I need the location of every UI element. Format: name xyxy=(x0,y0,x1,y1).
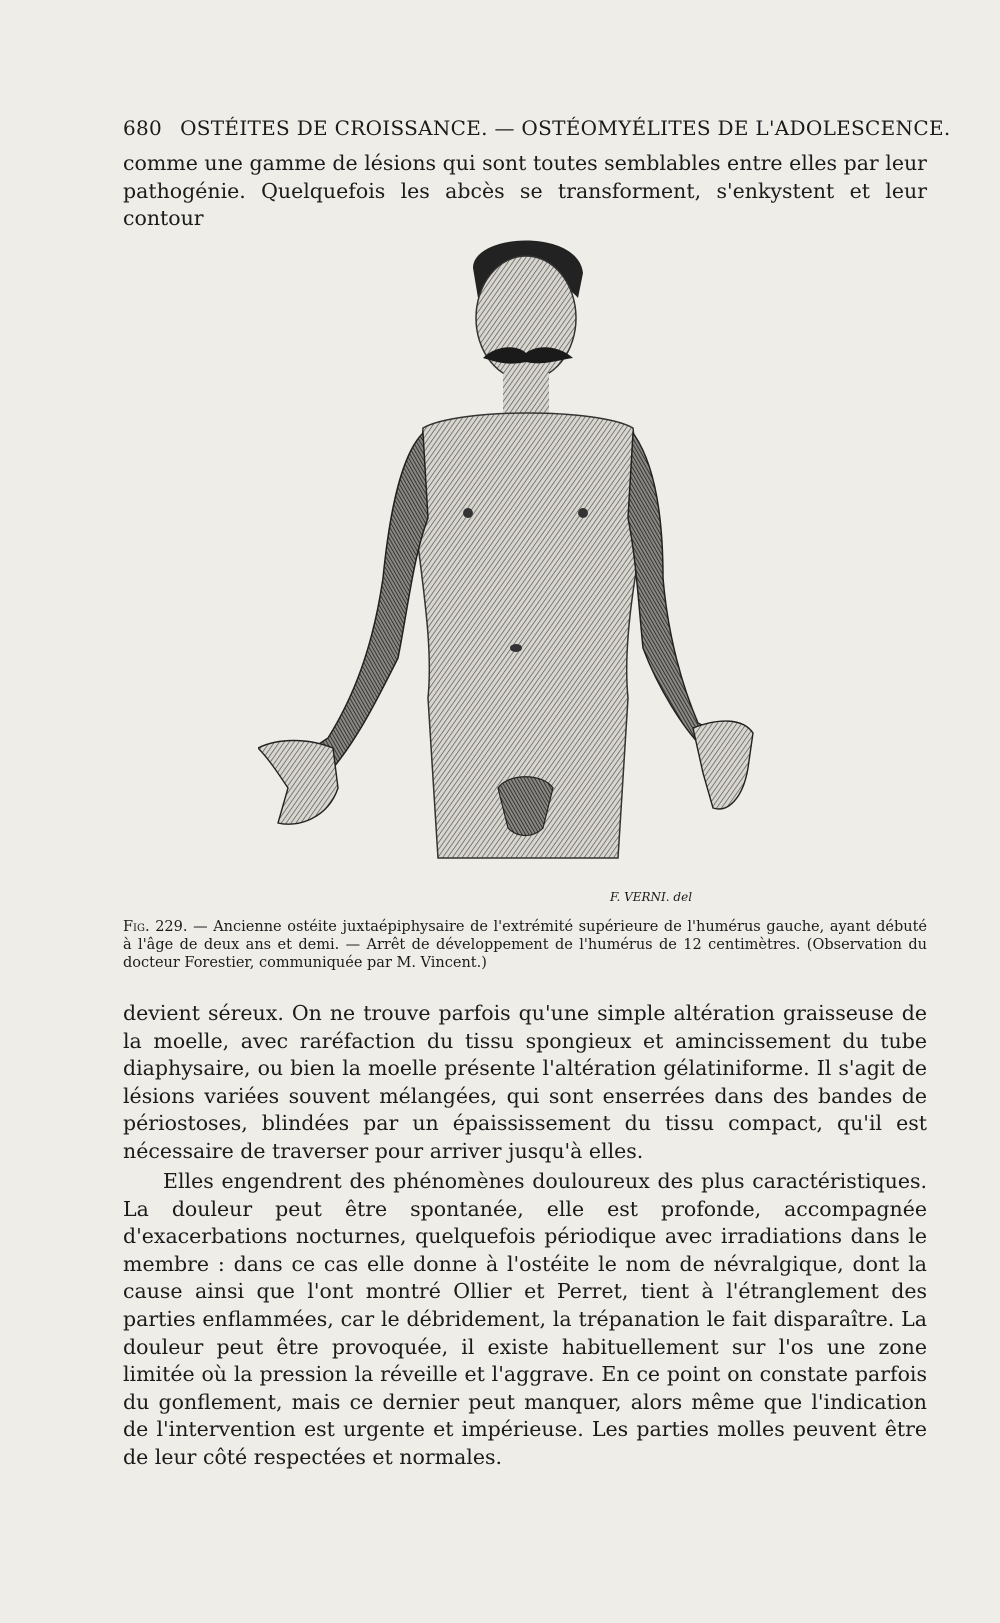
neck xyxy=(503,373,549,418)
right-hand xyxy=(258,741,338,825)
caption-text: — Ancienne ostéite juxtaépiphysaire de l'extrémité supérieure de l'humérus gauche, ayant débuté à l'âge de deux ans et demi. — Arrêt de développement de l'humérus de 12 centimètres. (Observation du docteur Forestier, communiquée par M. Vincent.) xyxy=(123,919,927,971)
paragraph-2: devient séreux. On ne trouve parfois qu'une simple altération graisseuse de la moelle, avec raréfaction du tissu spongieux et amincissement du tube diaphysaire, ou bien la moelle présente l'altération gélatiniforme. Il s'agit de lésions variées souvent mélangées, qui sont enserrées dans des bandes de périostoses, blindées par un épaississement du tissu compact, qu'il est nécessaire de traverser pour arriver jusqu'à elles. xyxy=(123,1001,927,1163)
engraver-signature: F. VERNI. del xyxy=(610,890,693,904)
paragraph-3: Elles engendrent des phénomènes douloureux des plus caractéristiques. La douleur peut être spontanée, elle est profonde, accompagnée d'exacerbations nocturnes, quelquefois périodique avec irradiations dans le membre : dans ce cas elle donne à l'ostéite le nom de névralgique, dont la cause ainsi que l'ont montré Ollier et Perret, tient à l'étranglement des parties enflammées, car le débridement, la trépanation le fait disparaître. La douleur peut être provoquée, il existe habituellement sur l'os une zone limitée où la pression la réveille et l'aggrave. En ce point on constate parfois du gonflement, mais ce dernier peut manquer, alors même que l'indication de l'intervention est urgente et impérieuse. Les parties molles peuvent être de leur côté respectées et normales. xyxy=(123,1169,927,1469)
right-arm xyxy=(313,433,428,768)
top-paragraph: comme une gamme de lésions qui sont toutes semblables entre elles par leur pathogénie. Quelquefois les abcès se transforment, s'enkystent et leur contour xyxy=(123,151,927,231)
caption-label: Fig. 229. xyxy=(123,919,188,935)
engraving-illustration xyxy=(258,228,788,906)
running-header xyxy=(123,116,951,140)
left-arm xyxy=(628,433,718,748)
figure-caption xyxy=(123,918,927,972)
page-number: 680 xyxy=(123,116,163,140)
running-title: OSTÉITES DE CROISSANCE. — OSTÉOMYÉLITES DE L'ADOLESCENCE. xyxy=(180,116,951,140)
left-hand xyxy=(693,721,753,809)
